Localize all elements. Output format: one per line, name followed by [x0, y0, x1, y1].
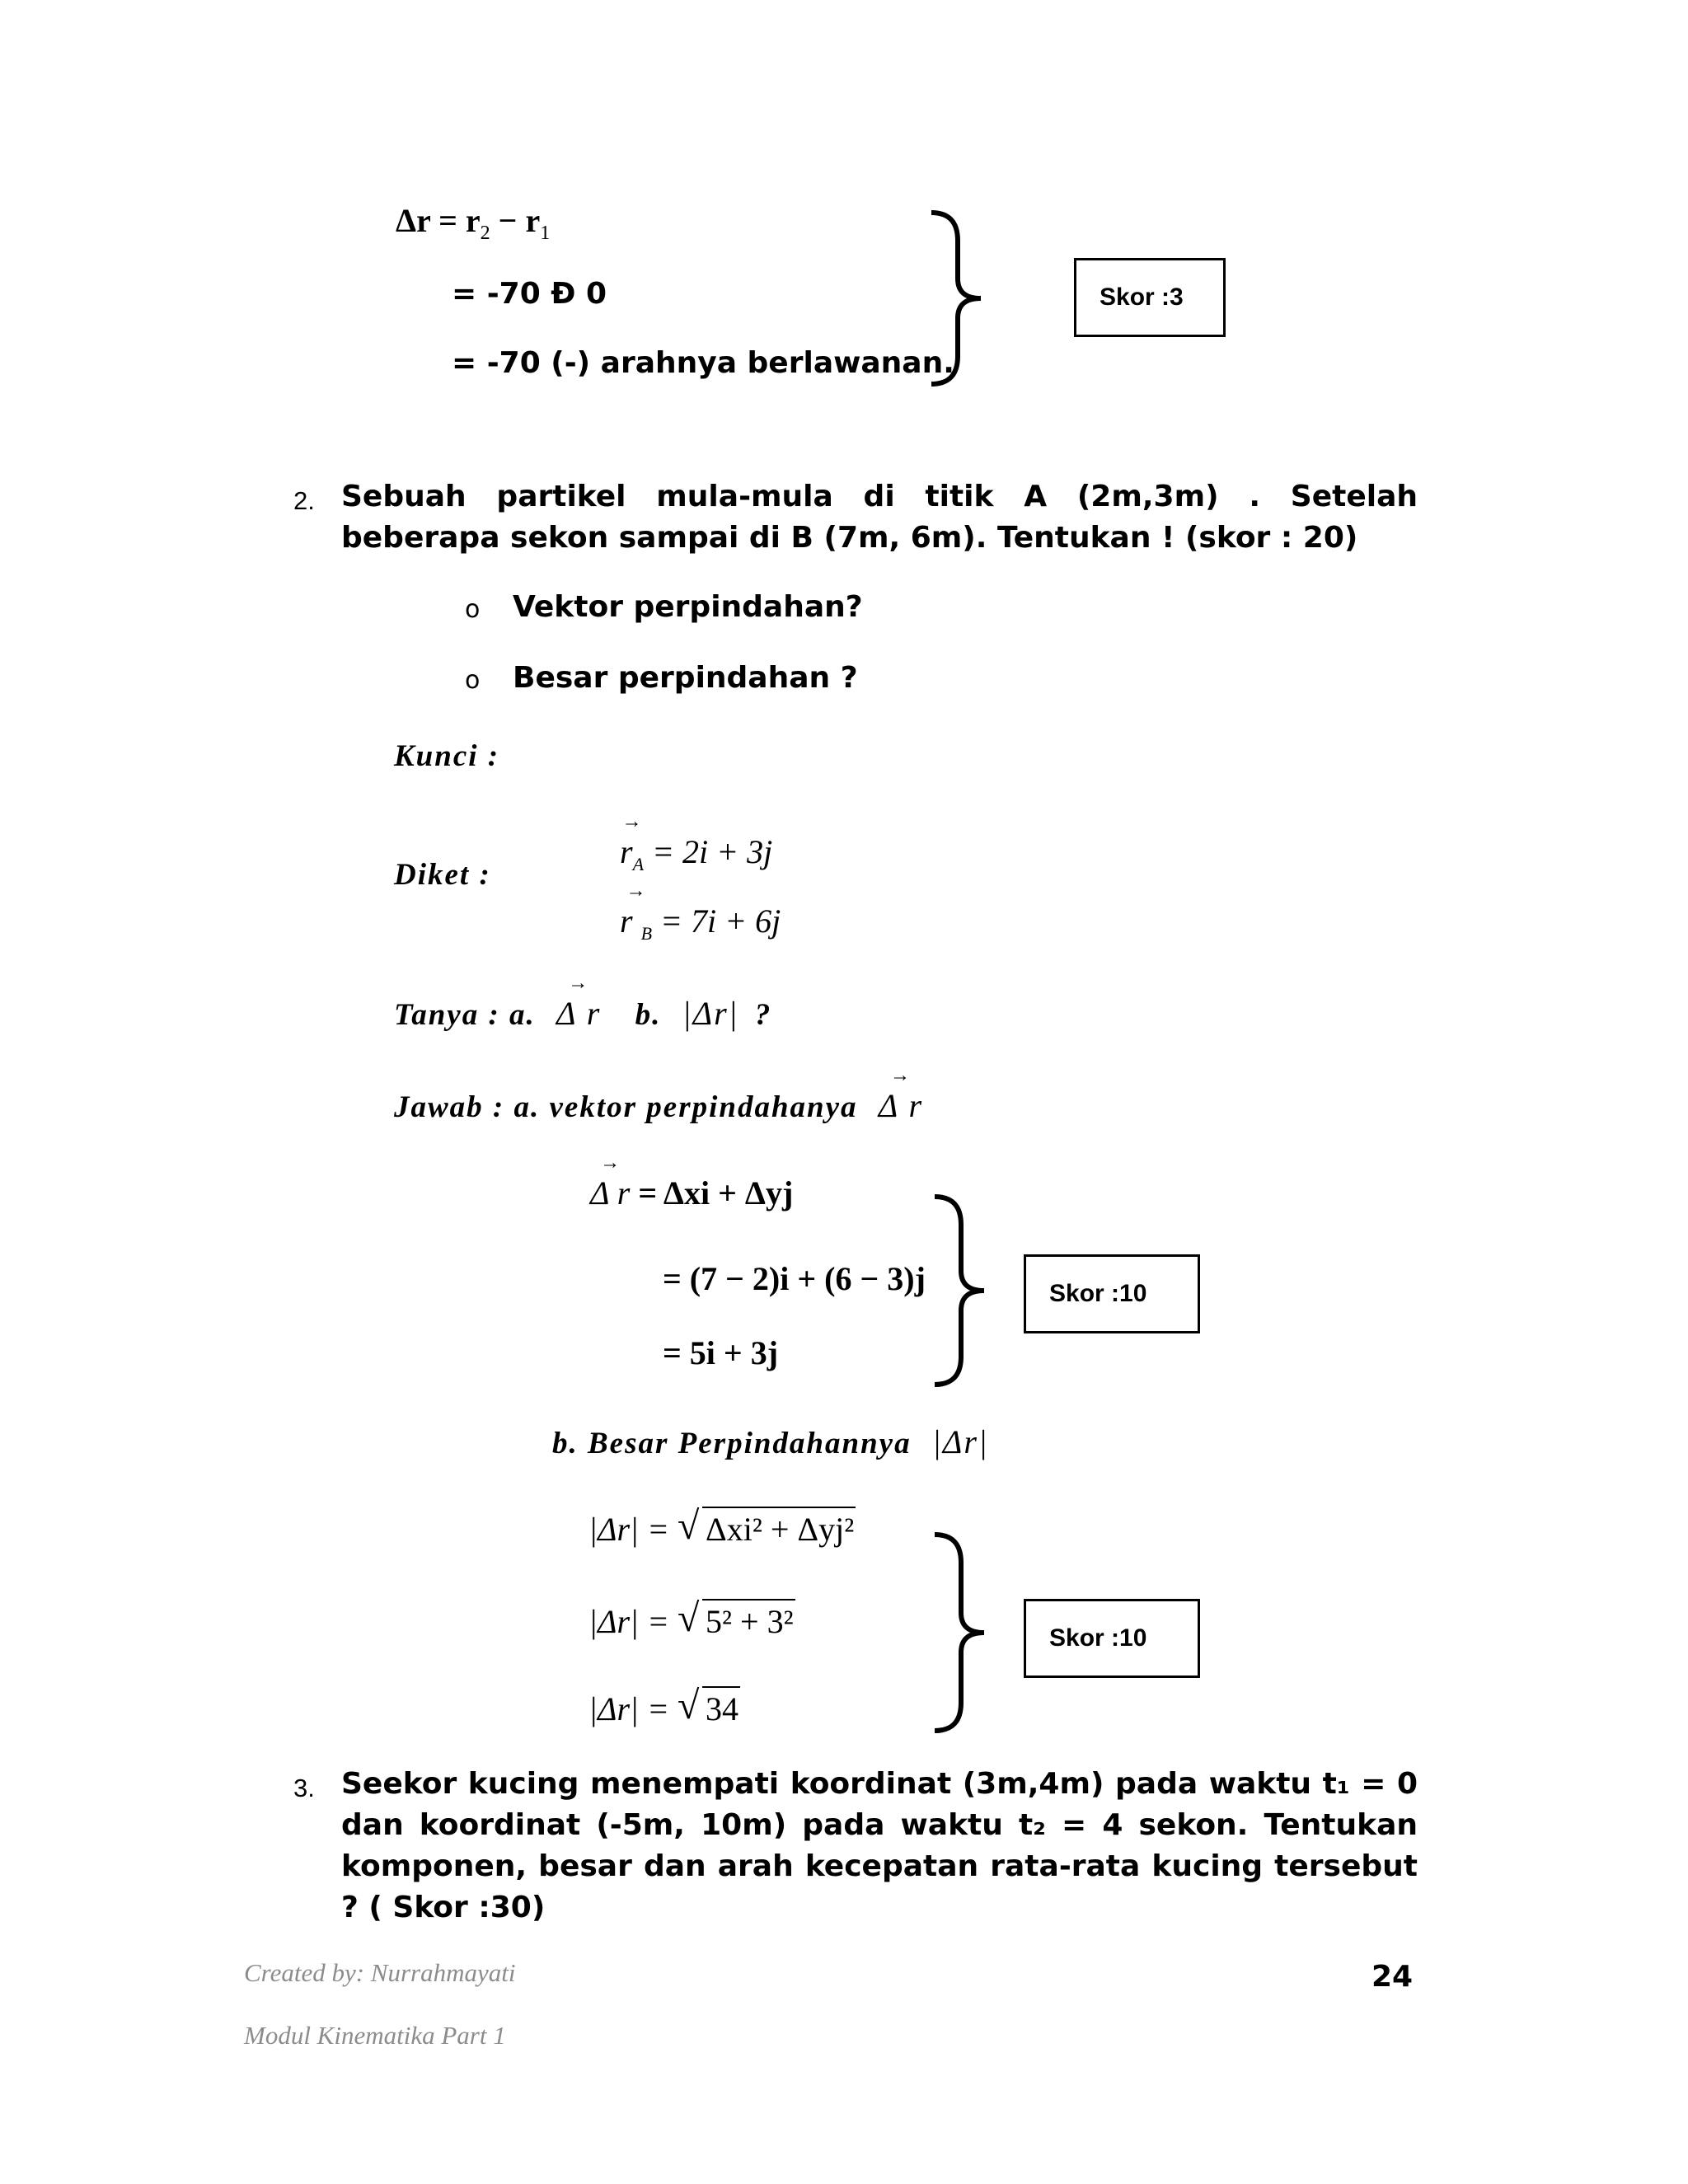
eqA-l2: = (7 − 2)i + (6 − 3)j [663, 1260, 926, 1297]
q2-number: 2. [293, 486, 315, 515]
arrow-icon: → [621, 811, 642, 832]
arrow-icon: → [568, 972, 590, 994]
q2-bullet-2-text: Besar perpindahan ? [513, 661, 858, 695]
rb-symbol: r $_B$ → [620, 880, 653, 944]
abs-delta-r: |Δr| [682, 995, 739, 1032]
eqB-line-2 [588, 1596, 795, 1641]
diket-label: Diket : [394, 858, 491, 892]
tanya-b: b. [635, 998, 662, 1032]
top-line-2: = -70 Đ 0 [452, 277, 607, 311]
brace-2 [926, 1192, 992, 1390]
sqrt-icon: √ [678, 1684, 700, 1727]
eqB-lhs-3: |Δr| = [588, 1690, 678, 1727]
eqA-l3: = 5i + 3j [663, 1334, 779, 1371]
ra-vector [620, 811, 773, 875]
kunci-label: Kunci : [394, 739, 500, 773]
tanya-line [394, 972, 772, 1033]
eq1-mid: − r [490, 202, 541, 239]
footer-created: Created by: Nurrahmayati [244, 1958, 516, 1987]
eq1-sub2: 2 [480, 223, 490, 244]
jawab-line [394, 1065, 924, 1125]
rb-vector [620, 880, 781, 944]
sqrt-icon: √ [678, 1596, 700, 1640]
eqA-l1: = Δxi + Δyj [638, 1174, 794, 1212]
q2-bullet-1-text: Vektor perpindahan? [513, 590, 863, 624]
eqB-lhs-2: |Δr| = [588, 1603, 678, 1640]
tanya-q: ? [754, 998, 772, 1032]
bullet-marker-2: o [465, 666, 481, 695]
arrow-icon: → [600, 1152, 621, 1174]
jawab-label: Jawab : a. vektor perpindahanya [394, 1090, 858, 1124]
delta-r-equation [396, 201, 550, 245]
eqB-r1: Δxi² + Δyj² [702, 1507, 856, 1549]
q2-bullet-1 [465, 595, 480, 624]
eqB-line-1 [588, 1504, 856, 1549]
bullet-marker-1: o [465, 595, 481, 624]
score-box-2: Skor :10 [1024, 1254, 1200, 1333]
delta-r-vector-3: Δ r → [590, 1152, 631, 1212]
sqrt-icon: √ [678, 1504, 700, 1548]
eq1-lhs: Δr = r [396, 202, 481, 239]
eqA-line-1 [590, 1152, 794, 1212]
q3-text: Seekor kucing menempati koordinat (3m,4m) pada waktu t₁ = 0 dan koordinat (-5m, 10m) pada waktu t₂ = 4 sekon. Tentukan komponen, besar dan arah kecepatan rata-rata kucing tersebut ? ( Skor :30) [341, 1767, 1418, 1924]
eqB-line-3 [588, 1686, 740, 1728]
footer-module: Modul Kinematika Part 1 [244, 2021, 506, 2050]
top-line-3: = -70 (-) arahnya berlawanan. [452, 346, 954, 380]
q3-number: 3. [293, 1774, 315, 1802]
arrow-icon: → [626, 880, 646, 902]
delta-r-vector-2: Δ r → [878, 1065, 924, 1124]
eq1-sub1: 1 [540, 223, 551, 244]
tanya-label: Tanya : a. [394, 998, 536, 1032]
sqrt-1 [678, 1504, 856, 1549]
ra-symbol: $r_A$ → [620, 811, 645, 874]
partB-line [552, 1422, 989, 1461]
partB-label: b. Besar Perpindahannya [552, 1427, 912, 1460]
abs-delta-r-2: |Δr| [931, 1423, 989, 1460]
brace-1 [923, 208, 989, 389]
score-box-3: Skor :10 [1024, 1599, 1200, 1678]
rb-value: = 7i + 6j [660, 902, 781, 940]
arrow-icon: → [889, 1065, 912, 1086]
delta-r-vector: Δ r → [556, 972, 602, 1032]
ra-value: = 2i + 3j [652, 833, 773, 870]
eqB-r2: 5² + 3² [702, 1599, 795, 1641]
q2-text: Sebuah partikel mula-mula di titik A (2m,3m) . Setelah beberapa sekon sampai di B (7m, 6m). Tentukan ! (skor : 20) [341, 480, 1418, 555]
eqB-lhs-1: |Δr| = [588, 1511, 678, 1548]
score-box-1: Skor :3 [1074, 258, 1226, 337]
brace-3 [926, 1530, 992, 1736]
sqrt-2 [678, 1596, 795, 1641]
sqrt-3 [678, 1686, 740, 1728]
page-number: 24 [1372, 1960, 1414, 1994]
q2-bullet-2 [465, 666, 480, 695]
eqB-r3: 34 [702, 1686, 740, 1728]
